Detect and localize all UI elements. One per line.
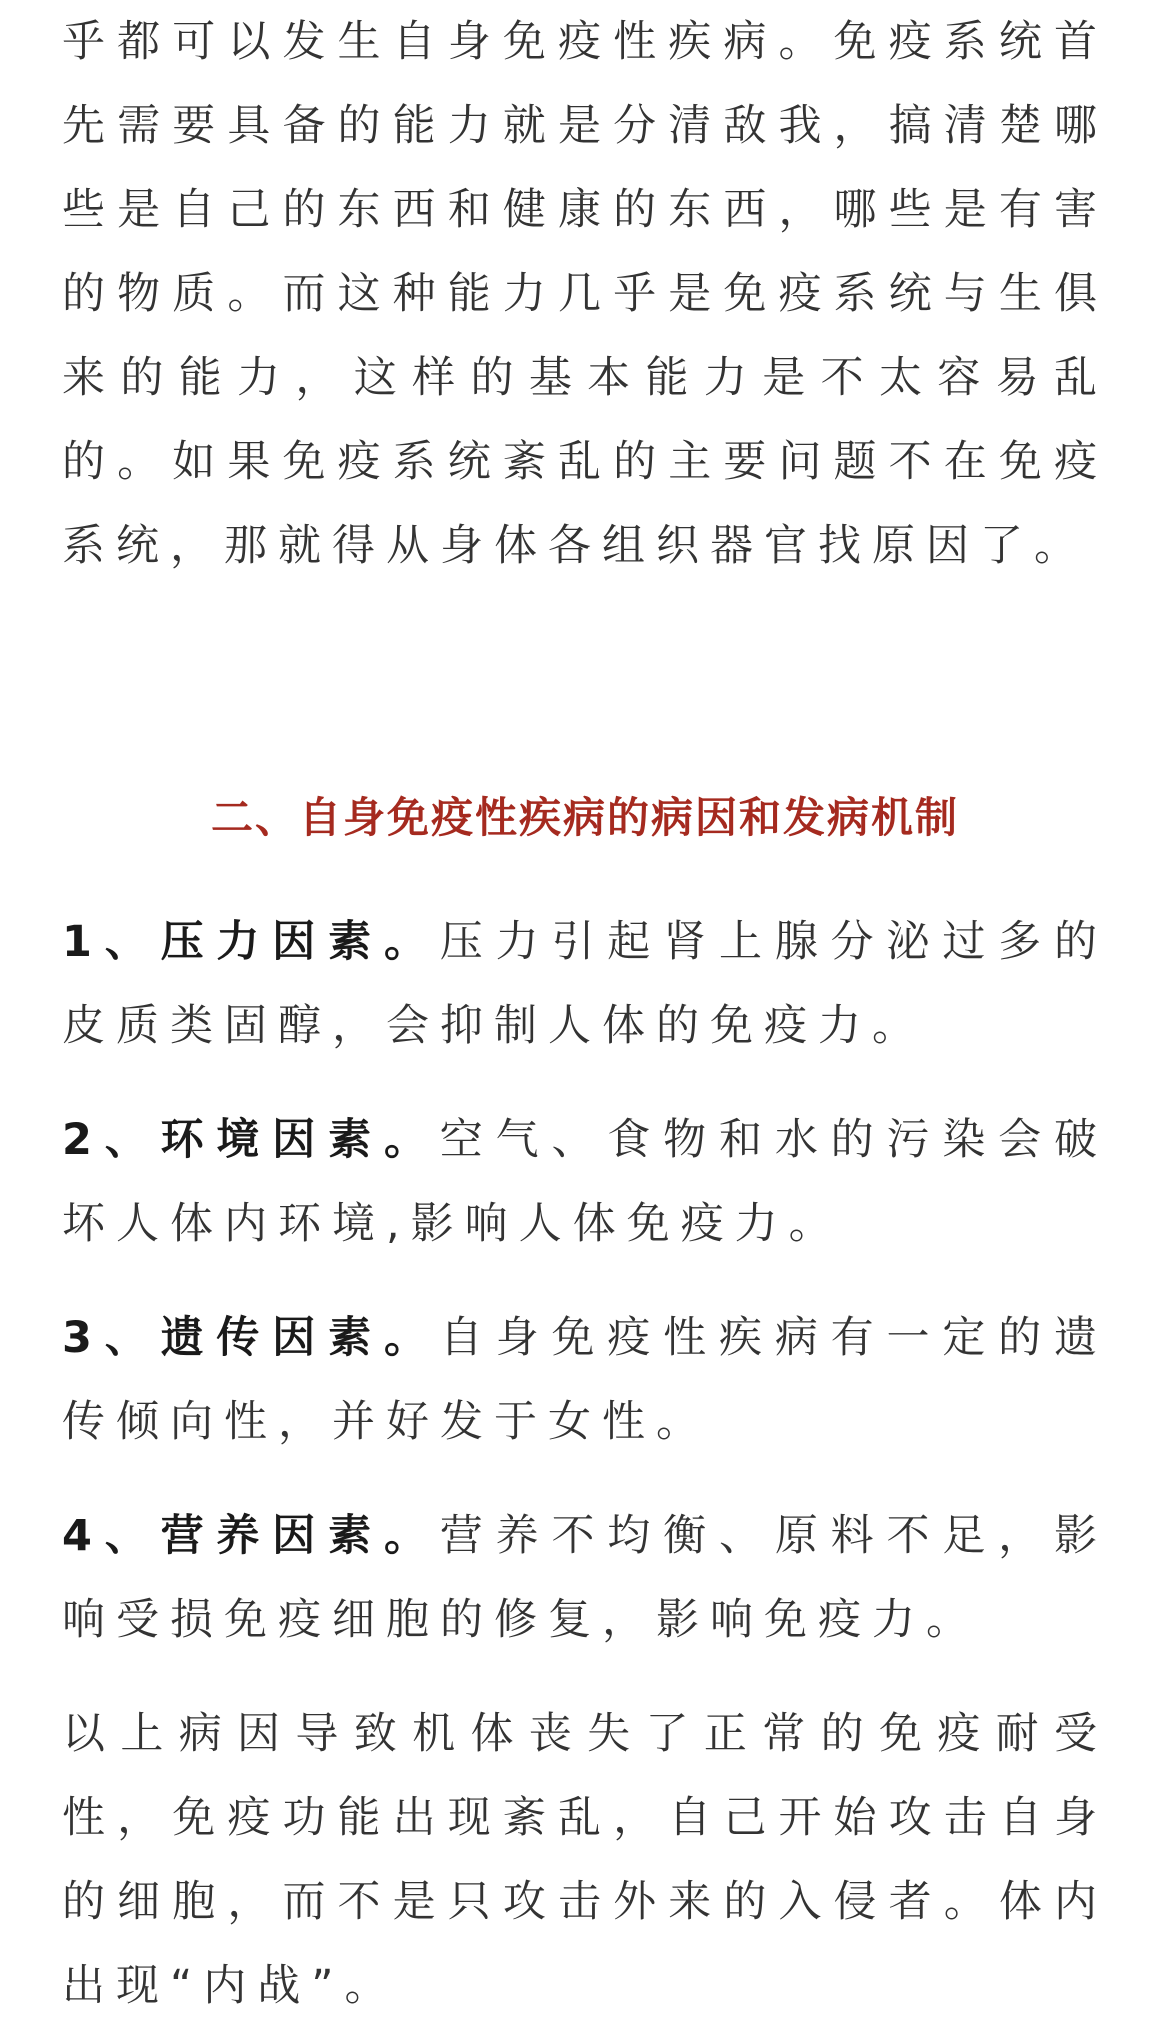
cause-list	[62, 900, 1108, 2028]
cause-item-lead: 2、环境因素。	[62, 1115, 440, 1165]
cause-item-environment	[62, 1098, 1108, 1266]
cause-item-text: 自身免疫性疾病有一定的遗传倾向性，并好发于女性。	[62, 1313, 1109, 1447]
section-heading: 二、自身免疫性疾病的病因和发病机制	[210, 793, 959, 842]
cause-item-nutrition	[62, 1494, 1108, 1662]
cause-item-text: 空气、食物和水的污染会破坏人体内环境,影响人体免疫力。	[62, 1115, 1109, 1249]
article-body	[62, 0, 1109, 2011]
conclusion-paragraph: 以上病因导致机体丧失了正常的免疫耐受性，免疫功能出现紊乱，自己开始攻击自身的细胞，而不是只攻击外来的入侵者。体内出现“内战”。	[62, 1709, 1108, 2011]
intro-paragraph: 乎都可以发生自身免疫性疾病。免疫系统首先需要具备的能力就是分清敌我，搞清楚哪些是自己的东西和健康的东西，哪些是有害的物质。而这种能力几乎是免疫系统与生俱来的能力，这样的基本能力是不太容易乱的。如果免疫系统紊乱的主要问题不在免疫系统，那就得从身体各组织器官找原因了。	[62, 17, 1108, 571]
cause-item-text: 营养不均衡、原料不足，影响受损免疫细胞的修复，影响免疫力。	[62, 1511, 1109, 1645]
cause-item-lead: 1、压力因素。	[62, 917, 440, 967]
cause-item-text: 压力引起肾上腺分泌过多的皮质类固醇，会抑制人体的免疫力。	[62, 917, 1109, 1051]
cause-item-lead: 3、遗传因素。	[62, 1313, 440, 1363]
cause-item-stress	[62, 900, 1108, 1068]
cause-item-lead: 4、营养因素。	[62, 1511, 440, 1561]
cause-item-genetic	[62, 1296, 1108, 1464]
